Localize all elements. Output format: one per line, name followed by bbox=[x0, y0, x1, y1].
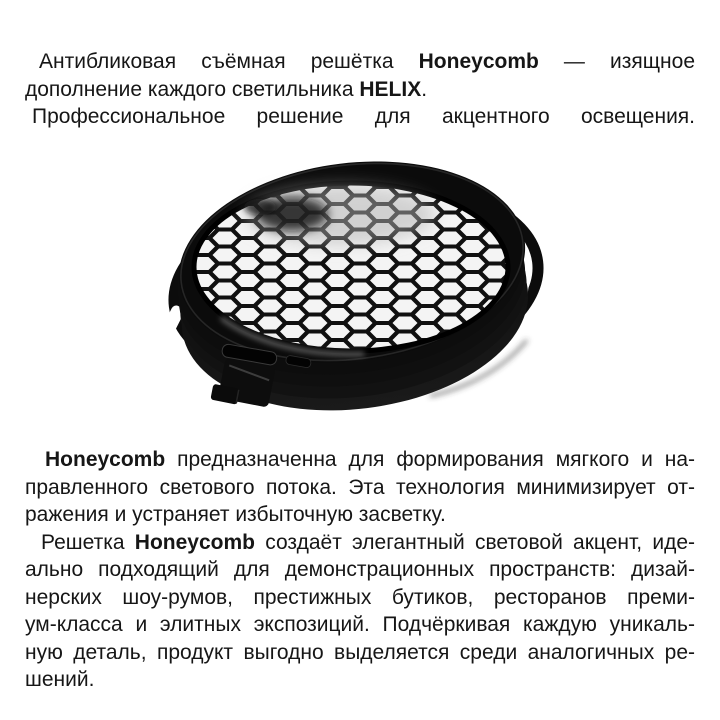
intro-line-2 bbox=[25, 76, 695, 104]
desc-line-1-post: предназначенна для формирования мягкого и на- bbox=[165, 448, 695, 471]
intro-text bbox=[25, 48, 695, 131]
desc-line-8: ную деталь, продукт выгодно выделяется среди аналогичных ре- bbox=[25, 640, 695, 664]
desc-line-3: ражения и устраняет избыточную засветку. bbox=[25, 503, 446, 526]
intro-line-1-post: — изящное bbox=[538, 50, 695, 73]
brand-honeycomb: Honeycomb bbox=[45, 448, 166, 471]
brand-helix: HELIX bbox=[359, 77, 422, 101]
intro-line-2-pre: дополнение каждого светильника bbox=[25, 77, 360, 101]
desc-line-4-pre: Решетка bbox=[41, 530, 135, 554]
intro-line-3: Профессиональное решение для акцентного освещения. bbox=[32, 105, 695, 128]
desc-line-4-post: создаёт элегантный световой акцент, иде- bbox=[254, 530, 696, 554]
clip-shadow-small bbox=[244, 199, 276, 215]
intro-line-1-pre: Антибликовая съёмная решётка bbox=[39, 50, 419, 73]
intro-line-2-post: . bbox=[421, 77, 428, 101]
desc-line-2: правленного светового потока. Эта технология минимизирует от- bbox=[25, 475, 695, 499]
desc-line-5: ально подходящий для демонстрационных пространств: дизай- bbox=[25, 558, 695, 581]
desc-line-9: шений. bbox=[25, 668, 95, 691]
desc-line-7: ум-класса и элитных экспозиций. Подчёркивая каждую уникаль- bbox=[25, 613, 695, 636]
description-text bbox=[25, 446, 695, 694]
desc-line-4 bbox=[25, 529, 695, 557]
brand-honeycomb: Honeycomb bbox=[418, 50, 539, 73]
desc-line-1 bbox=[25, 446, 695, 474]
product-image bbox=[0, 140, 720, 460]
intro-line-1 bbox=[25, 48, 695, 76]
brand-honeycomb: Honeycomb bbox=[134, 530, 255, 554]
honeycomb-grid-illustration bbox=[0, 140, 720, 460]
desc-line-6: нерских шоу-румов, престижных бутиков, ресторанов преми- bbox=[25, 585, 695, 609]
